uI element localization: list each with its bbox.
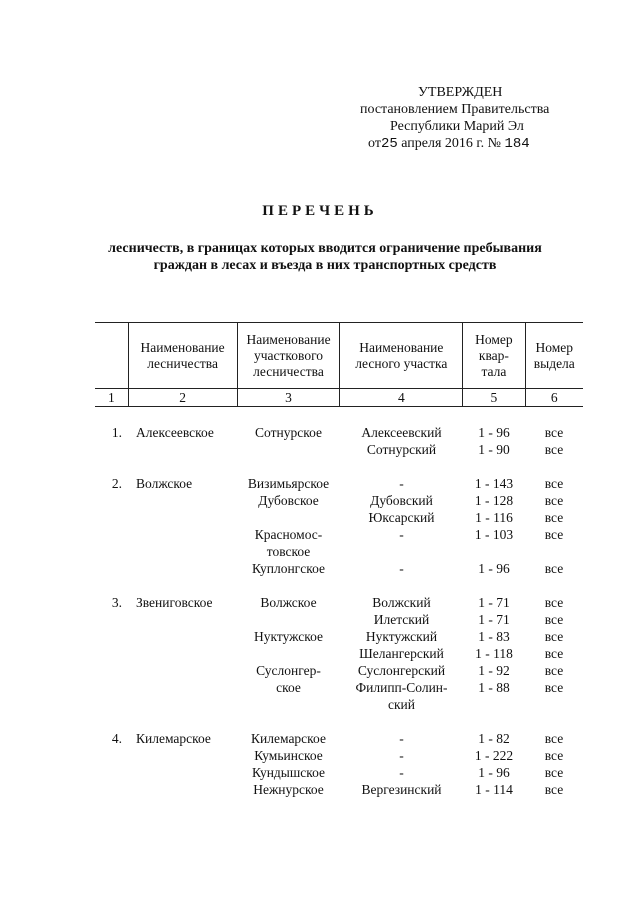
- table-cell: все: [544, 731, 564, 746]
- table-cell: 1 - 71: [478, 595, 510, 610]
- table-cell: [463, 543, 525, 560]
- table-row: [95, 730, 583, 747]
- table-cell: -: [399, 527, 404, 542]
- subtitle-line-2: граждан в лесах и въезда в них транспортных средств: [153, 258, 497, 273]
- table-cell: [128, 764, 237, 781]
- approval-line-date: [360, 135, 580, 153]
- table-cell: все: [544, 612, 564, 627]
- table-cell: [128, 696, 237, 713]
- table-cell: 1.: [111, 425, 122, 440]
- table-cell: 1 - 103: [474, 527, 514, 542]
- table-cell: -: [399, 476, 404, 491]
- table-cell: [95, 543, 128, 560]
- table-cell: Дубовский: [370, 493, 433, 508]
- table-cell: Сотнурский: [366, 442, 437, 457]
- table-cell: [95, 492, 128, 509]
- table-cell: [128, 492, 237, 509]
- approval-line-republic: Республики Марий Эл: [390, 119, 524, 134]
- table-cell: все: [544, 765, 564, 780]
- table-cell: [95, 662, 128, 679]
- table-cell: ский: [388, 697, 415, 712]
- table-cell: 1 - 118: [475, 646, 513, 661]
- table-cell: -: [399, 561, 404, 576]
- header-cell-district-forestry: [237, 323, 340, 388]
- table-cell: Волжское: [260, 595, 317, 610]
- table-cell: Волжское: [136, 476, 193, 491]
- table-cell: 1 - 88: [478, 680, 510, 695]
- table-row: [95, 611, 583, 628]
- date-day: 25: [380, 136, 398, 152]
- table-cell: Нежнурское: [253, 782, 324, 797]
- approval-heading: УТВЕРЖДЕН: [418, 85, 503, 100]
- table-header: [95, 322, 583, 407]
- table-row: [95, 424, 583, 441]
- table-cell: Алексеевское: [136, 425, 214, 440]
- table-row: [95, 543, 583, 560]
- table-cell: 2.: [111, 476, 122, 491]
- table-cell: [128, 611, 237, 628]
- table-cell: все: [544, 527, 564, 542]
- table-cell: Филипп-Солин-: [355, 680, 448, 695]
- table-cell: Вергезинский: [361, 782, 442, 797]
- table-cell: [95, 611, 128, 628]
- table-cell: все: [544, 629, 564, 644]
- table-cell: все: [544, 595, 564, 610]
- table-cell: [95, 509, 128, 526]
- table-cell: все: [544, 748, 564, 763]
- column-number: 4: [339, 389, 462, 406]
- table-row: [95, 594, 583, 611]
- table-cell: все: [544, 646, 564, 661]
- approval-block: [360, 84, 580, 153]
- table-body: [95, 424, 583, 798]
- table-cell: 1 - 90: [478, 442, 510, 457]
- header-text: Наименование: [140, 339, 225, 355]
- column-number: 2: [128, 389, 237, 406]
- table-cell: Кумьинское: [254, 748, 323, 763]
- column-number: 1: [107, 390, 115, 405]
- header-text: Наименование: [246, 331, 331, 347]
- table-cell: [95, 781, 128, 798]
- header-text: Номер: [535, 339, 574, 355]
- table-cell: Волжский: [372, 595, 431, 610]
- table-cell: 1 - 222: [474, 748, 514, 763]
- column-number-row: [95, 389, 583, 407]
- table-cell: [95, 645, 128, 662]
- table-cell: 1 - 71: [478, 612, 510, 627]
- table-cell: ское: [276, 680, 301, 695]
- table-cell: 1 - 92: [478, 663, 510, 678]
- table-cell: 1 - 96: [478, 561, 510, 576]
- table-cell: Килемарское: [251, 731, 326, 746]
- table-cell: товское: [266, 544, 311, 559]
- table-cell: [525, 543, 583, 560]
- header-cell-forestry: [128, 323, 237, 388]
- table-cell: Куплонгское: [252, 561, 325, 576]
- table-cell: все: [544, 510, 564, 525]
- table-cell: [128, 781, 237, 798]
- table-cell: [95, 747, 128, 764]
- table-row: [95, 764, 583, 781]
- subtitle-line-1: лесничеств, в границах которых вводится ограничение пребывания: [108, 241, 542, 256]
- column-number: 6: [525, 389, 583, 406]
- approval-line-decree: постановлением Правительства: [360, 102, 550, 117]
- table-cell: Кундышское: [251, 765, 326, 780]
- table-cell: [95, 441, 128, 458]
- table-row: [95, 441, 583, 458]
- table-cell: [95, 526, 128, 543]
- header-cell-plot-number: [525, 323, 583, 388]
- table-cell: все: [544, 680, 564, 695]
- table-cell: -: [399, 748, 404, 763]
- column-number: 5: [462, 389, 524, 406]
- header-text: лесничества: [253, 363, 324, 379]
- header-text: Номер: [475, 331, 513, 347]
- header-text: тала: [481, 363, 507, 379]
- table-cell: [128, 628, 237, 645]
- table-cell: все: [544, 782, 564, 797]
- header-cell-forest-area: [339, 323, 462, 388]
- header-text: лесного участка: [355, 355, 448, 371]
- header-text: Наименование: [359, 339, 444, 355]
- table-cell: 1 - 83: [478, 629, 510, 644]
- table-cell: [95, 696, 128, 713]
- table-cell: Суслонгер-: [256, 663, 321, 678]
- table-cell: Звениговское: [136, 595, 213, 610]
- table-row: [95, 475, 583, 492]
- table-cell: 1 - 128: [474, 493, 514, 508]
- table-cell: [128, 441, 237, 458]
- header-cell-index: [95, 323, 128, 388]
- table-cell: -: [399, 765, 404, 780]
- header-text: выдела: [533, 355, 575, 371]
- table-cell: все: [544, 493, 564, 508]
- table-cell: [128, 662, 237, 679]
- table-row: [95, 509, 583, 526]
- date-prefix: от: [368, 136, 381, 151]
- table-cell: [95, 764, 128, 781]
- table-cell: [128, 526, 237, 543]
- table-cell: все: [544, 476, 564, 491]
- table-cell: Нуктужский: [365, 629, 438, 644]
- table-cell: [237, 696, 340, 713]
- table-cell: [340, 543, 463, 560]
- table-row: [95, 628, 583, 645]
- column-number: 3: [237, 389, 340, 406]
- table-cell: все: [544, 425, 564, 440]
- document-title: ПЕРЕЧЕНЬ: [262, 203, 378, 219]
- table-cell: все: [544, 561, 564, 576]
- table-cell: [95, 679, 128, 696]
- table-cell: Суслонгерский: [357, 663, 446, 678]
- table-cell: Сотнурское: [255, 425, 322, 440]
- table-cell: 3.: [111, 595, 122, 610]
- table-cell: Юксарский: [368, 510, 435, 525]
- header-text: квар-: [478, 347, 509, 363]
- group-spacer: [95, 713, 583, 730]
- table-cell: [525, 696, 583, 713]
- table-row: [95, 781, 583, 798]
- table-row: [95, 696, 583, 713]
- date-rest: апреля 2016 г. №: [397, 136, 505, 151]
- table-cell: 1 - 96: [478, 765, 510, 780]
- table-row: [95, 560, 583, 577]
- table-cell: [95, 560, 128, 577]
- table-cell: 1 - 143: [474, 476, 514, 491]
- table-cell: 1 - 82: [478, 731, 510, 746]
- table-cell: Визимьярское: [247, 476, 330, 491]
- table-row: [95, 662, 583, 679]
- table-cell: [128, 560, 237, 577]
- table-row: [95, 645, 583, 662]
- table-cell: 1 - 116: [475, 510, 513, 525]
- table-cell: [463, 696, 525, 713]
- table-cell: [128, 543, 237, 560]
- document-subtitle: [80, 240, 570, 274]
- table-cell: 1 - 96: [478, 425, 510, 440]
- table-cell: 4.: [111, 731, 122, 746]
- table-cell: [128, 679, 237, 696]
- table-cell: Килемарское: [136, 731, 211, 746]
- table-cell: -: [399, 731, 404, 746]
- table-cell: [237, 645, 340, 662]
- header-cell-quarter-number: [462, 323, 524, 388]
- table-cell: 1 - 114: [475, 782, 513, 797]
- table-cell: Илетский: [373, 612, 430, 627]
- table-cell: [128, 747, 237, 764]
- header-row: [95, 322, 583, 389]
- table-cell: все: [544, 442, 564, 457]
- table-row: [95, 492, 583, 509]
- header-text: лесничества: [147, 355, 218, 371]
- header-text: участкового: [253, 347, 324, 363]
- table-cell: Дубовское: [258, 493, 319, 508]
- table-row: [95, 747, 583, 764]
- table-cell: [128, 509, 237, 526]
- table-cell: [237, 441, 340, 458]
- table-cell: [95, 628, 128, 645]
- table-cell: Нуктужское: [253, 629, 324, 644]
- table-cell: Красномос-: [254, 527, 323, 542]
- decree-number: 184: [504, 136, 530, 152]
- table-row: [95, 679, 583, 696]
- table-cell: Алексеевский: [361, 425, 442, 440]
- group-spacer: [95, 458, 583, 475]
- group-spacer: [95, 577, 583, 594]
- table-cell: [237, 509, 340, 526]
- table-cell: [128, 645, 237, 662]
- table-cell: [237, 611, 340, 628]
- table-row: [95, 526, 583, 543]
- table-cell: Шелангерский: [359, 646, 444, 661]
- table-cell: все: [544, 663, 564, 678]
